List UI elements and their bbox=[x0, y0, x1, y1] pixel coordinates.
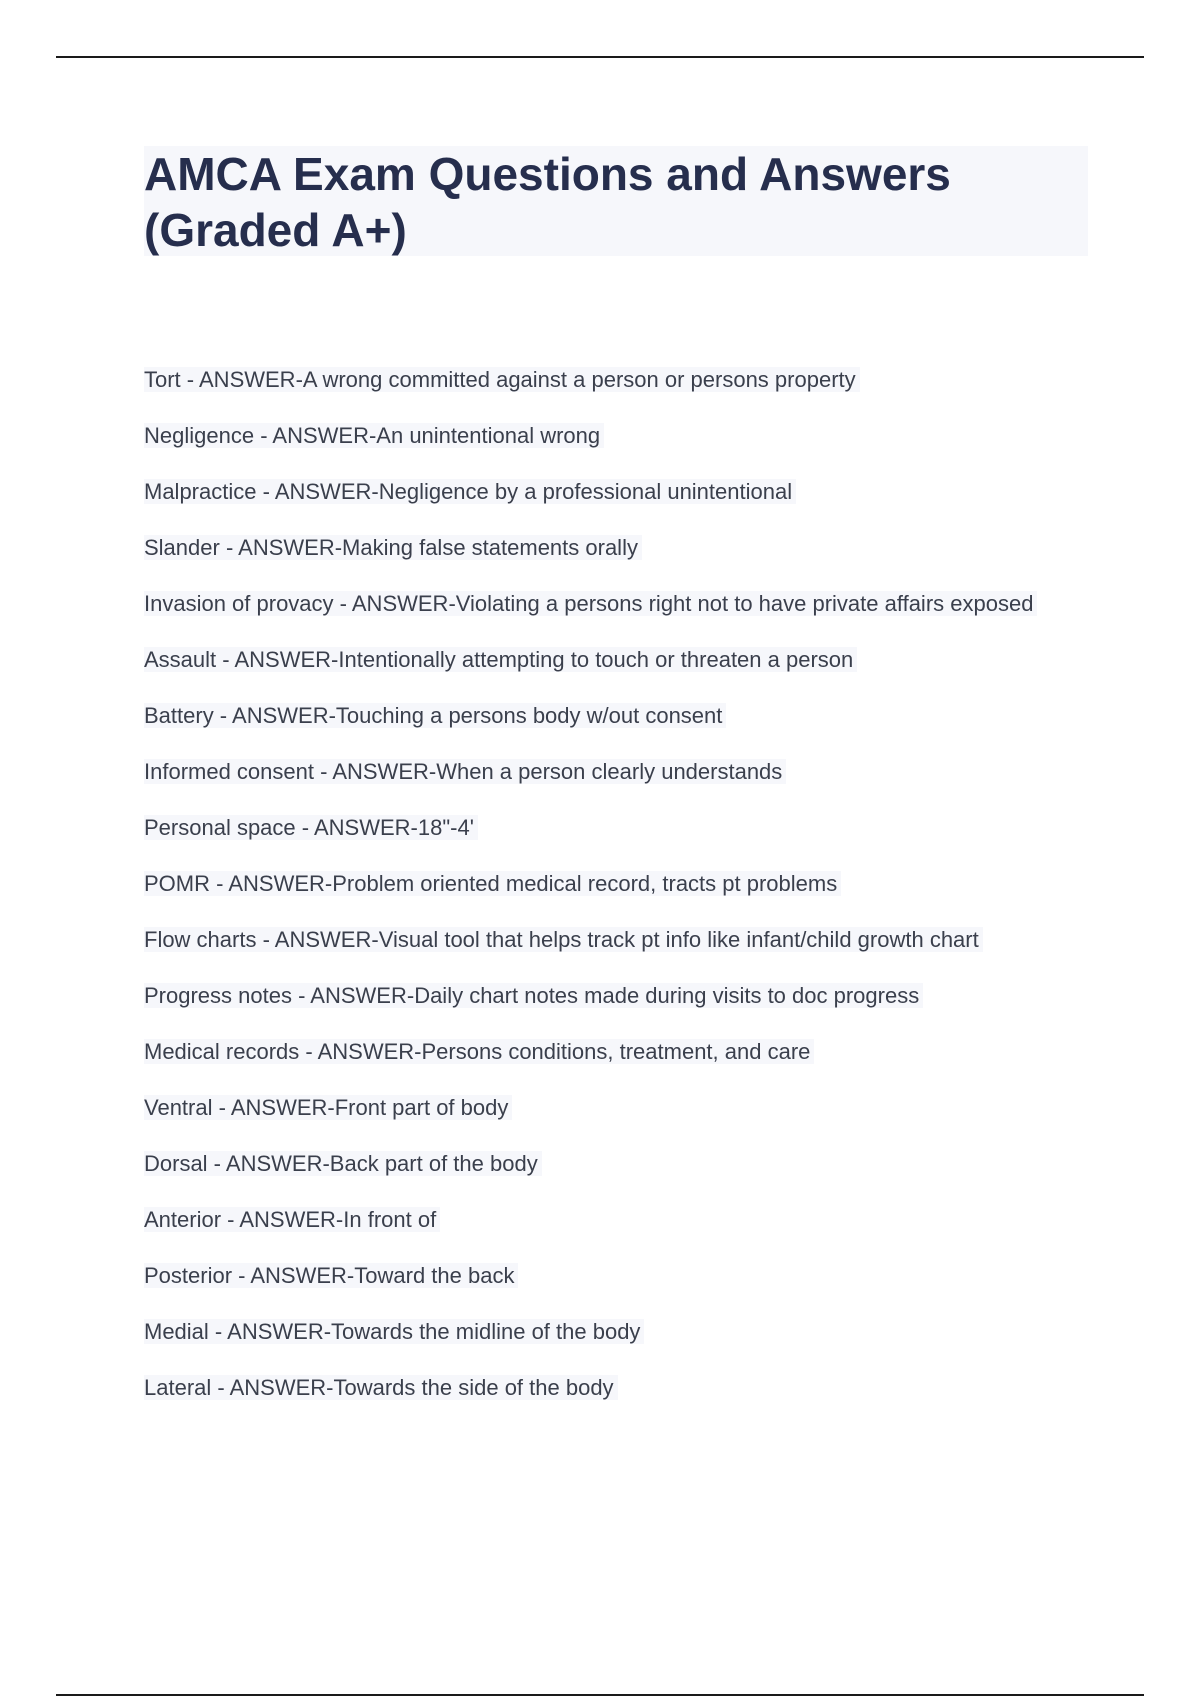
qa-text: Anterior - ANSWER-In front of bbox=[144, 1207, 440, 1232]
qa-text: Battery - ANSWER-Touching a persons body w/out consent bbox=[144, 703, 726, 728]
qa-text: Progress notes - ANSWER-Daily chart notes made during visits to doc progress bbox=[144, 983, 923, 1008]
qa-item bbox=[144, 534, 1094, 561]
qa-text: Personal space - ANSWER-18"-4' bbox=[144, 815, 478, 840]
qa-item bbox=[144, 1374, 1094, 1401]
qa-text: Ventral - ANSWER-Front part of body bbox=[144, 1095, 512, 1120]
qa-item bbox=[144, 1150, 1094, 1177]
qa-text: Invasion of provacy - ANSWER-Violating a persons right not to have private affairs exposed bbox=[144, 591, 1037, 616]
page-title: AMCA Exam Questions and Answers (Graded A+) bbox=[144, 148, 951, 256]
qa-text: Medial - ANSWER-Towards the midline of the body bbox=[144, 1319, 644, 1344]
qa-text: Malpractice - ANSWER-Negligence by a professional unintentional bbox=[144, 479, 796, 504]
qa-text: Tort - ANSWER-A wrong committed against a person or persons property bbox=[144, 367, 860, 392]
qa-text: Slander - ANSWER-Making false statements orally bbox=[144, 535, 642, 560]
qa-item bbox=[144, 1318, 1094, 1345]
qa-list bbox=[144, 366, 1094, 1430]
qa-item bbox=[144, 926, 1094, 953]
qa-item bbox=[144, 422, 1094, 449]
qa-text: Assault - ANSWER-Intentionally attempting to touch or threaten a person bbox=[144, 647, 857, 672]
qa-item bbox=[144, 702, 1094, 729]
qa-item bbox=[144, 1262, 1094, 1289]
qa-item bbox=[144, 1206, 1094, 1233]
qa-item bbox=[144, 1038, 1094, 1065]
qa-item bbox=[144, 590, 1094, 617]
bottom-rule bbox=[56, 1694, 1144, 1696]
qa-item bbox=[144, 870, 1094, 897]
qa-item bbox=[144, 1094, 1094, 1121]
top-rule bbox=[56, 56, 1144, 58]
qa-text: Posterior - ANSWER-Toward the back bbox=[144, 1263, 518, 1288]
qa-text: POMR - ANSWER-Problem oriented medical record, tracts pt problems bbox=[144, 871, 841, 896]
title-block bbox=[144, 146, 1088, 256]
qa-item bbox=[144, 646, 1094, 673]
qa-text: Lateral - ANSWER-Towards the side of the body bbox=[144, 1375, 618, 1400]
qa-item bbox=[144, 758, 1094, 785]
qa-text: Negligence - ANSWER-An unintentional wrong bbox=[144, 423, 604, 448]
qa-text: Dorsal - ANSWER-Back part of the body bbox=[144, 1151, 542, 1176]
qa-item bbox=[144, 982, 1094, 1009]
qa-text: Flow charts - ANSWER-Visual tool that helps track pt info like infant/child growth chart bbox=[144, 927, 983, 952]
qa-item bbox=[144, 814, 1094, 841]
qa-text: Medical records - ANSWER-Persons conditions, treatment, and care bbox=[144, 1039, 814, 1064]
qa-item bbox=[144, 366, 1094, 393]
qa-text: Informed consent - ANSWER-When a person clearly understands bbox=[144, 759, 786, 784]
qa-item bbox=[144, 478, 1094, 505]
